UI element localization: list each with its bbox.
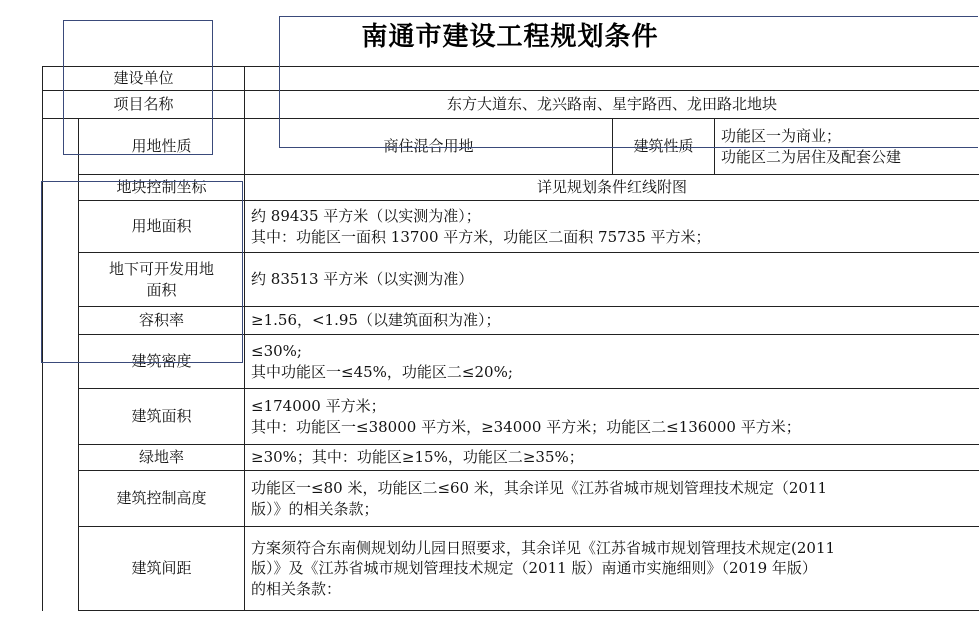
row-builder xyxy=(43,67,979,91)
value-land-use: 商住混合用地 xyxy=(245,119,613,175)
planning-conditions-table xyxy=(42,66,979,611)
underground-label-line-1: 地下可开发用地 xyxy=(109,260,215,279)
value-building-type xyxy=(715,119,979,175)
row-coords xyxy=(43,175,979,201)
left-margin-column xyxy=(43,119,79,611)
land-area-line-1: 约 89435 平方米（以实测为准）； xyxy=(251,207,481,226)
value-coords: 详见规划条件红线附图 xyxy=(245,175,979,201)
value-underground: 约 83513 平方米（以实测为准） xyxy=(245,253,979,307)
label-underground xyxy=(79,253,245,307)
density-line-1: ≤30%; xyxy=(251,342,302,361)
floor-area-line-1: ≤174000 平方米； xyxy=(251,397,386,416)
height-line-2: 版）》的相关条款； xyxy=(251,499,379,518)
land-area-line-2: 其中：功能区一面积 13700 平方米，功能区二面积 75735 平方米； xyxy=(251,227,711,246)
row-floor-area xyxy=(43,389,979,445)
row-green xyxy=(43,445,979,471)
row-density xyxy=(43,335,979,389)
spacing-line-1: 方案须符合东南侧规划幼儿园日照要求，其余详见《江苏省城市规划管理技术规定(2011 xyxy=(251,539,836,558)
value-density xyxy=(245,335,979,389)
row-underground xyxy=(43,253,979,307)
label-green: 绿地率 xyxy=(79,445,245,471)
label-floor-area: 建筑面积 xyxy=(79,389,245,445)
label-land-area: 用地面积 xyxy=(79,201,245,253)
building-type-line-1: 功能区一为商业； xyxy=(721,127,842,146)
value-project: 东方大道东、龙兴路南、星宇路西、龙田路北地块 xyxy=(245,91,979,119)
value-land-area xyxy=(245,201,979,253)
spacing-line-2: 版）》及《江苏省城市规划管理技术规定（2011 版）南通市实施细则》（2019 年版） xyxy=(251,559,817,578)
row-height xyxy=(43,471,979,527)
label-land-use: 用地性质 xyxy=(79,119,245,175)
row-spacing xyxy=(43,527,979,611)
value-spacing xyxy=(245,527,979,611)
label-spacing: 建筑间距 xyxy=(79,527,245,611)
row-land-use xyxy=(43,119,979,175)
value-floor-area xyxy=(245,389,979,445)
label-builder: 建设单位 xyxy=(43,67,245,91)
label-project: 项目名称 xyxy=(43,91,245,119)
document-title: 南通市建设工程规划条件 xyxy=(361,22,659,52)
row-far xyxy=(43,307,979,335)
density-line-2: 其中功能区一≤45%，功能区二≤20%; xyxy=(251,362,513,381)
label-height: 建筑控制高度 xyxy=(79,471,245,527)
building-type-line-2: 功能区二为居住及配套公建 xyxy=(721,147,902,166)
value-height xyxy=(245,471,979,527)
underground-label-line-2: 面积 xyxy=(146,280,177,299)
label-coords: 地块控制坐标 xyxy=(79,175,245,201)
value-far: ≥1.56，<1.95（以建筑面积为准）； xyxy=(245,307,979,335)
row-project xyxy=(43,91,979,119)
spacing-line-3: 的相关条款： xyxy=(251,579,342,598)
label-building-type: 建筑性质 xyxy=(613,119,715,175)
value-green: ≥30%；其中：功能区≥15%，功能区二≥35%； xyxy=(245,445,979,471)
value-builder xyxy=(245,67,979,91)
height-line-1: 功能区一≤80 米，功能区二≤60 米，其余详见《江苏省城市规划管理技术规定（2011 xyxy=(251,479,828,498)
floor-area-line-2: 其中：功能区一≤38000 平方米，≥34000 平方米；功能区二≤136000 平方米； xyxy=(251,417,801,436)
label-density: 建筑密度 xyxy=(79,335,245,389)
row-land-area xyxy=(43,201,979,253)
label-far: 容积率 xyxy=(79,307,245,335)
